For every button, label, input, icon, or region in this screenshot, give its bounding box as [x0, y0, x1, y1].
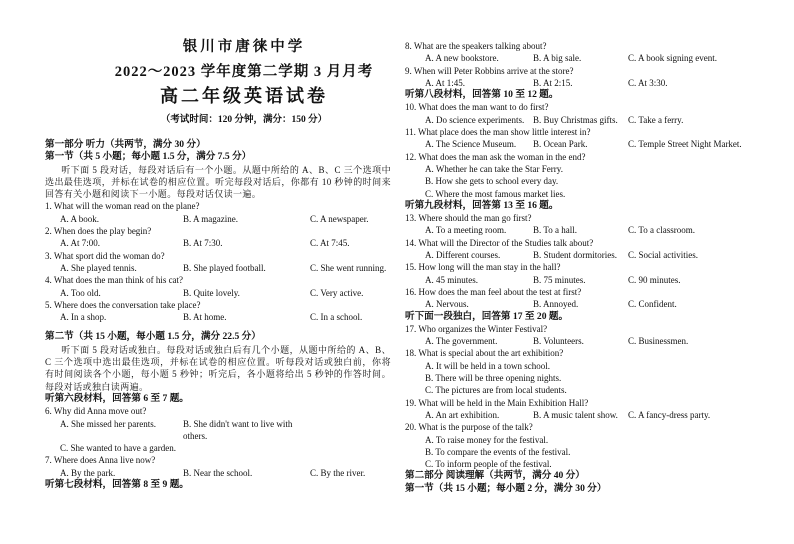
- instructions-paragraph: 听下面 5 段对话或独白。每段对话或独白后有几个小题，从题中所给的 A、B、C 三个选项中选出最佳选项，并标在试卷的相应位置。听每段对话或独白前，你将有时间阅读各个小题，每小题 5 秒钟；听完后，各小题将给出 5 秒钟的作答时间。每段对话或独白读两遍。: [45, 344, 391, 392]
- answer-option: A. She played tennis.: [60, 262, 137, 273]
- instructions-paragraph: 听下面 5 段对话，每段对话后有一个小题。从题中所给的 A、B、C 三个选项中选出最佳选项，并标在试卷的相应位置。听完每段对话后，你都有 10 秒钟的时间来回答有关小题和阅读下一小题。每段对话仅读一遍。: [45, 164, 391, 200]
- question-text: 20. What is the purpose of the talk?: [405, 422, 533, 433]
- paper-title: 高二年级英语试卷: [160, 86, 328, 106]
- section-heading: 第一节（共 15 小题；每小题 2 分，满分 30 分）: [405, 482, 607, 494]
- question-text: 5. Where does the conversation take place?: [45, 299, 201, 310]
- question-text: 14. What will the Director of the Studies talk about?: [405, 237, 594, 248]
- left-column: [45, 36, 391, 491]
- option-line: [45, 237, 391, 249]
- answer-option: B. Quite lovely.: [183, 287, 240, 298]
- section-heading: 第一部分 听力（共两节，满分 30 分）: [45, 139, 206, 150]
- answer-option: A. At 1:45.: [425, 77, 466, 88]
- question-text: 19. What will be held in the Main Exhibition Hall?: [405, 397, 589, 408]
- option-line: [405, 274, 769, 286]
- question: [45, 454, 391, 479]
- answer-option: B. A big sale.: [533, 53, 582, 64]
- answer-option: A. Nervous.: [425, 299, 469, 310]
- answer-option: C. By the river.: [310, 467, 366, 478]
- exam-term-line: 2022～2023 学年度第二学期 3 月月考: [114, 64, 374, 80]
- question: [405, 323, 769, 348]
- answer-option: C. Businessmen.: [628, 336, 689, 347]
- answer-option: C. 90 minutes.: [628, 274, 681, 285]
- section-heading: 听第九段材料，回答第 13 至 16 题。: [405, 199, 559, 211]
- answer-option: A. A book.: [60, 213, 100, 224]
- exam-header: [45, 40, 391, 126]
- answer-option: A. A new bookstore.: [425, 53, 499, 64]
- answer-option: A. Do science experiments.: [425, 114, 525, 125]
- answer-option: B. Near the school.: [183, 467, 253, 478]
- question-text: 2. When does the play begin?: [45, 226, 152, 237]
- answer-option: B. At 2:15.: [533, 77, 573, 88]
- option-line: [405, 446, 769, 458]
- question-text: 16. How does the man feel about the test at first?: [405, 286, 582, 297]
- question-text: 3. What sport did the woman do?: [45, 250, 165, 261]
- option-line: [405, 434, 769, 446]
- question: [45, 225, 391, 250]
- option-line: [405, 335, 769, 347]
- section-heading: 听第七段材料，回答第 8 至 9 题。: [45, 479, 189, 491]
- question: [45, 299, 391, 324]
- question: [405, 151, 769, 200]
- exam-info-line: （考试时间：120 分钟，满分：150 分）: [160, 115, 328, 125]
- answer-option: B. At 7:30.: [183, 238, 223, 249]
- question: [405, 397, 769, 422]
- section-heading: 听下面一段独白，回答第 17 至 20 题。: [405, 310, 569, 322]
- question-text: 17. Who organizes the Winter Festival?: [405, 323, 548, 334]
- option-line: [405, 188, 769, 200]
- option-line: [45, 262, 391, 274]
- option-line: [45, 467, 391, 479]
- question: [45, 200, 391, 225]
- answer-option: A. 45 minutes.: [425, 274, 478, 285]
- section-heading: 听第六段材料，回答第 6 至 7 题。: [45, 392, 189, 404]
- answer-option: C. Where the most famous market lies.: [425, 188, 566, 199]
- answer-option: C. At 3:30.: [628, 77, 668, 88]
- option-line: [45, 213, 391, 225]
- answer-option: B. Volunteers.: [533, 336, 584, 347]
- question-text: 11. What place does the man show little interest in?: [405, 127, 591, 138]
- section-heading: 第二部分 阅读理解（共两节，满分 40 分）: [405, 470, 585, 482]
- answer-option: B. At home.: [183, 312, 227, 323]
- answer-option: A. To a meeting room.: [425, 225, 507, 236]
- answer-option: C. Very active.: [310, 287, 364, 298]
- option-line: [405, 175, 769, 187]
- answer-option: C. Take a ferry.: [628, 114, 684, 125]
- right-column: [405, 40, 769, 495]
- question-text: 15. How long will the man stay in the hall?: [405, 262, 561, 273]
- question: [405, 40, 769, 65]
- answer-option: C. In a school.: [310, 312, 363, 323]
- question-text: 18. What is special about the art exhibition?: [405, 348, 564, 359]
- question-text: 6. Why did Anna move out?: [45, 406, 147, 417]
- answer-option: B. 75 minutes.: [533, 274, 586, 285]
- answer-option: C. A book signing event.: [628, 53, 718, 64]
- answer-option: C. A fancy-dress party.: [628, 409, 711, 420]
- answer-option: A. The Science Museum.: [425, 139, 517, 150]
- option-line: [405, 249, 769, 261]
- section-heading: 第二节（共 15 小题，每小题 1.5 分，满分 22.5 分）: [45, 331, 261, 343]
- answer-option: B. To a hall.: [533, 225, 577, 236]
- option-line: [405, 52, 769, 64]
- option-line: [405, 298, 769, 310]
- answer-option: A. Different courses.: [425, 250, 501, 261]
- question-text: 13. Where should the man go first?: [405, 213, 532, 224]
- question: [45, 405, 391, 454]
- section-heading: 第一节（共 5 小题；每小题 1.5 分，满分 7.5 分）: [45, 151, 252, 163]
- answer-option: C. A newspaper.: [310, 213, 369, 224]
- option-line: [45, 442, 391, 454]
- option-line: [405, 138, 769, 150]
- question-text: 7. Where does Anna live now?: [45, 455, 156, 466]
- answer-option: A. Whether he can take the Star Ferry.: [425, 163, 563, 174]
- answer-option: B. A magazine.: [183, 213, 238, 224]
- option-line: [405, 77, 769, 89]
- question: [405, 237, 769, 262]
- answer-option: A. By the park.: [60, 467, 116, 478]
- answer-option: C. Confident.: [628, 299, 677, 310]
- option-line: [45, 287, 391, 299]
- question-text: 12. What does the man ask the woman in the end?: [405, 151, 586, 162]
- question: [405, 261, 769, 286]
- section-heading: 听第八段材料，回答第 10 至 12 题。: [405, 89, 559, 101]
- answer-option: C. She wanted to have a garden.: [60, 443, 176, 454]
- question-text: 1. What will the woman read on the plane?: [45, 201, 200, 212]
- question: [405, 126, 769, 151]
- answer-option: A. At 7:00.: [60, 238, 101, 249]
- answer-option: B. She didn't want to live with others.: [183, 418, 293, 441]
- question: [405, 65, 769, 90]
- school-name: 银川市唐徕中学: [182, 39, 306, 55]
- left-column-content: [45, 139, 391, 491]
- answer-option: B. There will be three opening nights.: [425, 373, 562, 384]
- answer-option: C. To a classroom.: [628, 225, 695, 236]
- option-line: [405, 360, 769, 372]
- option-line: [405, 372, 769, 384]
- answer-option: B. To compare the events of the festival.: [425, 446, 571, 457]
- option-line: [405, 163, 769, 175]
- option-line: [45, 418, 391, 443]
- option-line: [405, 224, 769, 236]
- question: [405, 347, 769, 396]
- answer-option: B. Student dormitories.: [533, 250, 617, 261]
- question-text: 4. What does the man think of his cat?: [45, 275, 184, 286]
- answer-option: B. Annoyed.: [533, 299, 579, 310]
- option-line: [405, 458, 769, 470]
- answer-option: C. The pictures are from local students.: [425, 385, 567, 396]
- right-column-content: [405, 40, 769, 495]
- answer-option: B. Ocean Park.: [533, 139, 588, 150]
- answer-option: A. An art exhibition.: [425, 409, 500, 420]
- question: [405, 212, 769, 237]
- answer-option: A. To raise money for the festival.: [425, 434, 549, 445]
- option-line: [45, 311, 391, 323]
- answer-option: B. A music talent show.: [533, 409, 618, 420]
- answer-option: C. Social activities.: [628, 250, 698, 261]
- answer-option: B. She played football.: [183, 262, 266, 273]
- answer-option: A. Too old.: [60, 287, 101, 298]
- answer-option: A. She missed her parents.: [60, 418, 156, 429]
- answer-option: C. At 7:45.: [310, 238, 350, 249]
- answer-option: B. Buy Christmas gifts.: [533, 114, 618, 125]
- answer-option: C. To inform people of the festival.: [425, 459, 552, 470]
- answer-option: A. It will be held in a town school.: [425, 360, 550, 371]
- question: [405, 286, 769, 311]
- question: [405, 421, 769, 470]
- answer-option: A. The government.: [425, 336, 498, 347]
- question: [45, 274, 391, 299]
- question-text: 8. What are the speakers talking about?: [405, 41, 547, 51]
- answer-option: C. Temple Street Night Market.: [628, 139, 742, 150]
- question-text: 9. When will Peter Robbins arrive at the store?: [405, 65, 574, 76]
- question: [45, 250, 391, 275]
- option-line: [405, 409, 769, 421]
- question-text: 10. What does the man want to do first?: [405, 102, 549, 113]
- answer-option: B. How she gets to school every day.: [425, 176, 559, 187]
- question: [405, 101, 769, 126]
- option-line: [405, 384, 769, 396]
- option-line: [405, 114, 769, 126]
- answer-option: C. She went running.: [310, 262, 387, 273]
- answer-option: A. In a shop.: [60, 312, 107, 323]
